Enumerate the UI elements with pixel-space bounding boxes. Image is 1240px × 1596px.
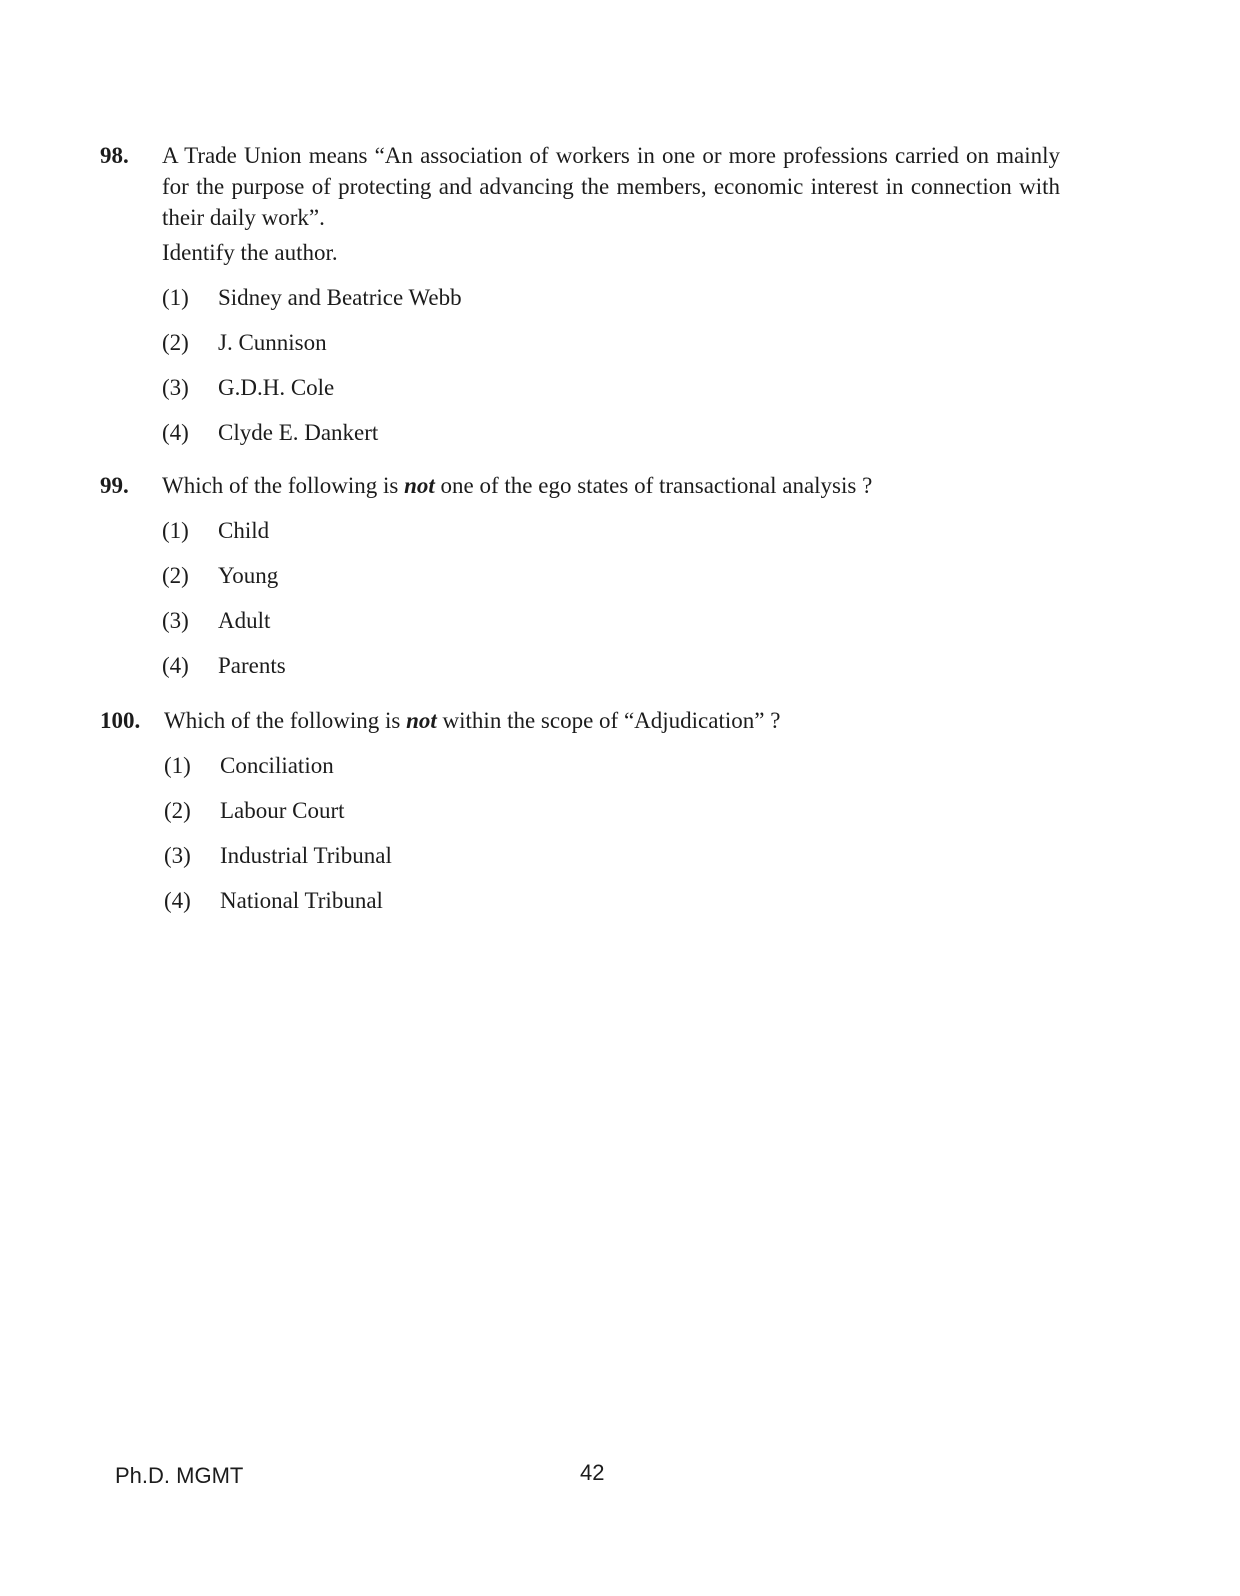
question-text-after: within the scope of “Adjudication” ? bbox=[436, 708, 781, 733]
question-100-header bbox=[100, 705, 1080, 736]
question-emphasis: not bbox=[404, 473, 435, 498]
footer-course-code: Ph.D. MGMT bbox=[115, 1463, 244, 1488]
option-3 bbox=[162, 372, 1080, 417]
option-2 bbox=[164, 795, 1080, 840]
option-number: (1) bbox=[164, 753, 191, 778]
option-number: (4) bbox=[164, 888, 191, 913]
option-label: Clyde E. Dankert bbox=[218, 420, 379, 445]
option-number: (2) bbox=[162, 563, 189, 588]
question-text: A Trade Union means “An association of workers in one or more professions carried on mainly for the purpose of protecting and advancing the members, economic interest in connection with their daily work”. bbox=[162, 143, 1060, 230]
option-3 bbox=[164, 840, 1080, 885]
question-text-before: Which of the following is bbox=[164, 708, 407, 733]
question-99 bbox=[100, 470, 1080, 695]
option-number: (2) bbox=[164, 798, 191, 823]
option-label: Adult bbox=[218, 608, 271, 633]
question-number: 99. bbox=[100, 473, 129, 498]
option-4 bbox=[162, 417, 1080, 462]
question-number: 100. bbox=[100, 708, 141, 733]
option-label: National Tribunal bbox=[220, 888, 383, 913]
option-label: G.D.H. Cole bbox=[218, 375, 335, 400]
question-instruction: Identify the author. bbox=[162, 240, 338, 265]
option-label: Conciliation bbox=[220, 753, 334, 778]
option-number: (3) bbox=[162, 608, 189, 633]
option-label: Young bbox=[218, 563, 279, 588]
option-number: (4) bbox=[162, 420, 189, 445]
question-100 bbox=[100, 705, 1080, 930]
option-label: Child bbox=[218, 518, 270, 543]
page-number: 42 bbox=[580, 1460, 605, 1485]
option-1 bbox=[162, 282, 1080, 327]
option-number: (1) bbox=[162, 285, 189, 310]
options-list bbox=[162, 515, 1080, 695]
option-3 bbox=[162, 605, 1080, 650]
options-list bbox=[162, 282, 1080, 462]
option-4 bbox=[162, 650, 1080, 695]
option-label: J. Cunnison bbox=[218, 330, 327, 355]
option-label: Parents bbox=[218, 653, 286, 678]
option-label: Labour Court bbox=[220, 798, 345, 823]
option-number: (1) bbox=[162, 518, 189, 543]
question-98 bbox=[100, 140, 1080, 462]
question-number: 98. bbox=[100, 143, 129, 168]
option-label: Industrial Tribunal bbox=[220, 843, 392, 868]
option-2 bbox=[162, 560, 1080, 605]
question-text-after: one of the ego states of transactional analysis ? bbox=[434, 473, 873, 498]
option-label: Sidney and Beatrice Webb bbox=[218, 285, 462, 310]
option-number: (3) bbox=[162, 375, 189, 400]
option-2 bbox=[162, 327, 1080, 372]
option-number: (4) bbox=[162, 653, 189, 678]
question-text-before: Which of the following is bbox=[162, 473, 405, 498]
option-1 bbox=[162, 515, 1080, 560]
question-text bbox=[162, 470, 1060, 501]
question-text bbox=[164, 705, 1062, 736]
option-number: (2) bbox=[162, 330, 189, 355]
options-list bbox=[164, 750, 1080, 930]
option-number: (3) bbox=[164, 843, 191, 868]
option-4 bbox=[164, 885, 1080, 930]
option-1 bbox=[164, 750, 1080, 795]
question-emphasis: not bbox=[406, 708, 437, 733]
question-98-header bbox=[100, 140, 1080, 233]
question-99-header bbox=[100, 470, 1080, 501]
